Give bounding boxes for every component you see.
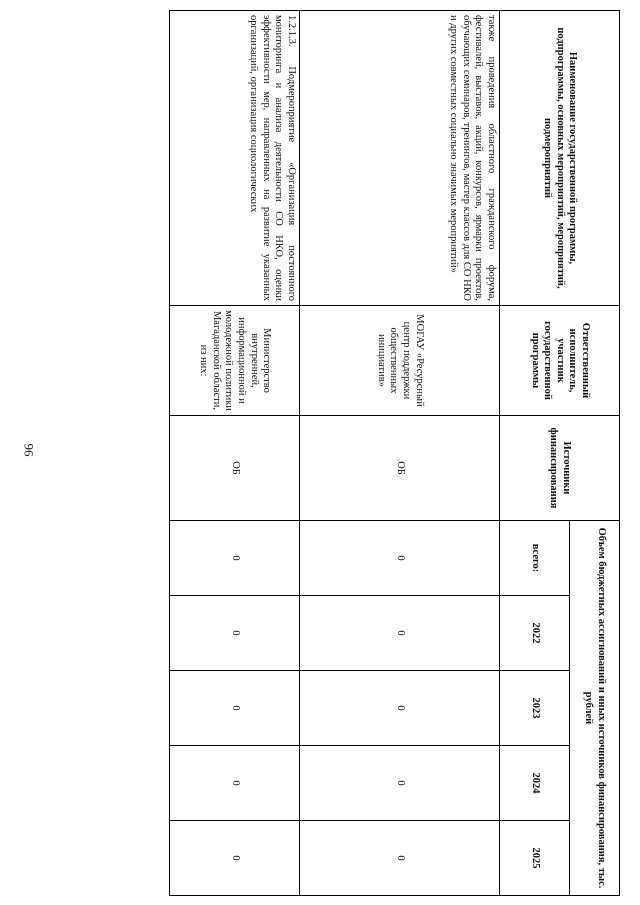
header-executor: Ответственный исполнитель, участник государственной программы (500, 306, 620, 416)
header-2022: 2022 (500, 596, 570, 671)
table-row (300, 11, 500, 896)
table-row (170, 11, 300, 896)
header-2025: 2025 (500, 821, 570, 896)
row-total: 0 (170, 521, 300, 596)
header-name: Наименование государственной программы, подпрограммы, основных мероприятий, мероприятий, подмероприятий (500, 11, 620, 306)
page-number: 96 (21, 443, 37, 457)
row-total: 0 (300, 521, 500, 596)
row-2025: 0 (170, 821, 300, 896)
rotated-page (170, 10, 620, 895)
header-total: всего: (500, 521, 570, 596)
header-volume: Объем бюджетных ассигнований и иных источников финансирования, тыс. рублей (570, 521, 620, 896)
row-2022: 0 (170, 596, 300, 671)
row-name: также проведения областного гражданского форума, фестивалей, выставок, акций, конкурсов, ярмарки проектов, обучающих семинаров, тренингов, мастер классов для СО НКО и других совместных социально значимых мероприятий» (300, 11, 500, 306)
row-name: 1.2.1.3. Подмероприятие «Организация постоянного мониторинга и анализа деятельности СО НКО, оценки эффективности мер, направленных на развитие указанных организаций, организация социологических (170, 11, 300, 306)
row-2024: 0 (300, 746, 500, 821)
row-2023: 0 (170, 671, 300, 746)
row-source: ОБ (170, 416, 300, 521)
row-2023: 0 (300, 671, 500, 746)
row-2022: 0 (300, 596, 500, 671)
row-executor: МОГАУ «Ресурсный центр поддержки общественных инициатив» (300, 306, 500, 416)
header-2024: 2024 (500, 746, 570, 821)
header-2023: 2023 (500, 671, 570, 746)
header-sources: Источники финансирования (500, 416, 620, 521)
row-2024: 0 (170, 746, 300, 821)
row-executor: Министерство внутренней, информационной и молодежной политики Магаданской области, из них: (170, 306, 300, 416)
row-source: ОБ (300, 416, 500, 521)
row-2025: 0 (300, 821, 500, 896)
financing-table (169, 10, 620, 896)
